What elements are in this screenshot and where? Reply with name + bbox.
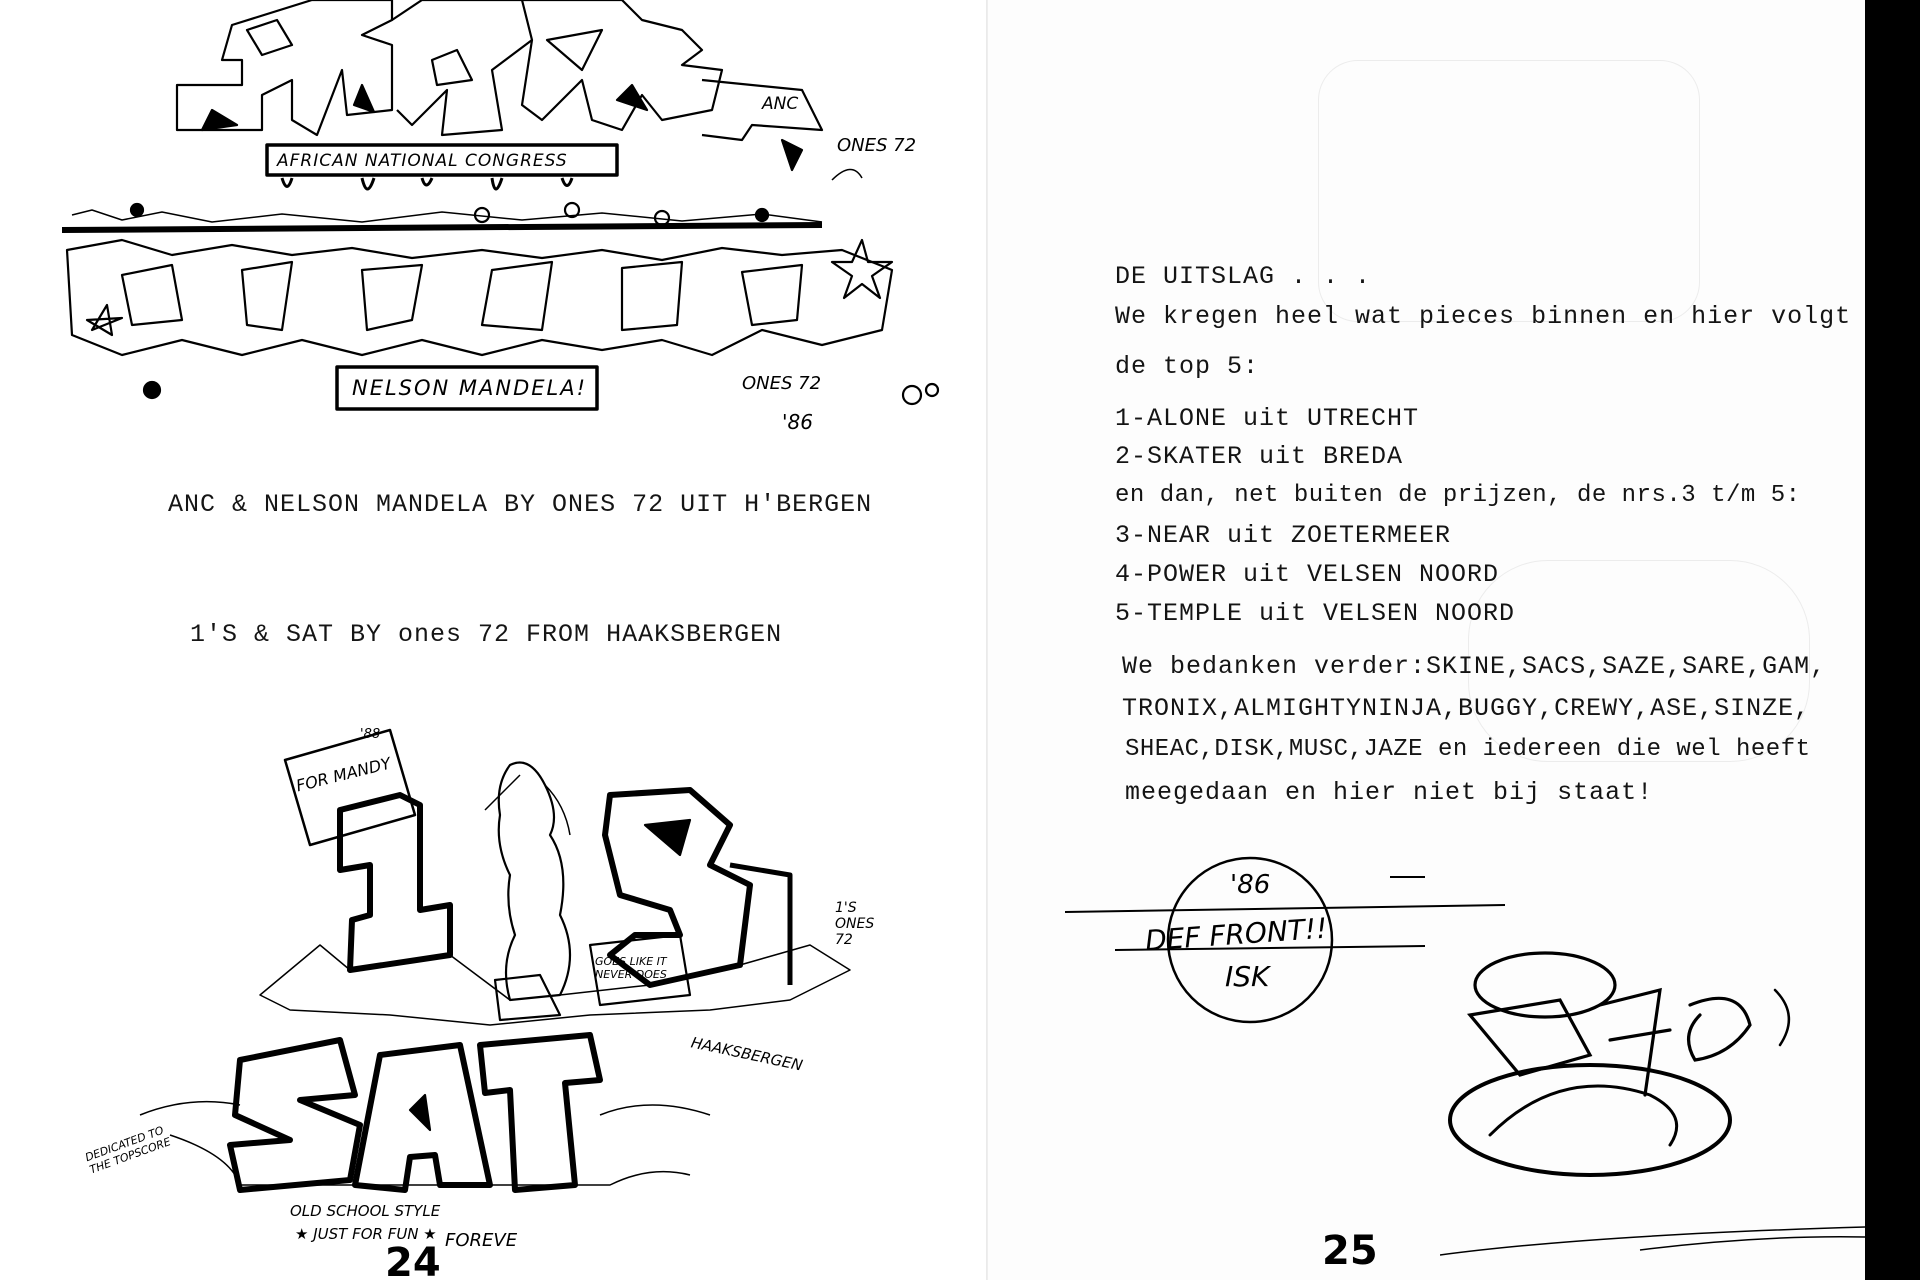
year-tag: '86 — [782, 410, 813, 434]
result-line: 4-POWER uit VELSEN NOORD — [1115, 560, 1500, 589]
anc-mandela-graffiti-art — [62, 0, 952, 445]
side-tag-1s: 1'S ONES 72 — [835, 900, 875, 948]
result-line: 2-SKATER uit BREDA — [1115, 442, 1404, 471]
bottom-sketch-lines — [1440, 1215, 1865, 1265]
result-line: 1-ALONE uit UTRECHT — [1115, 404, 1420, 433]
caption-1s-sat: 1'S & SAT BY ones 72 FROM HAAKSBERGEN — [190, 620, 783, 649]
side-text: DEDICATED TO THE TOPSCORE — [83, 1123, 173, 1177]
page-number-left: 24 — [385, 1240, 441, 1280]
style-line-2: ★ JUST FOR FUN ★ — [295, 1225, 437, 1243]
city-tag: HAAKSBERGEN — [689, 1033, 805, 1075]
result-line: en dan, net buiten de prijzen, de nrs.3 t/m 5: — [1115, 482, 1801, 509]
banner-text: AFRICAN NATIONAL CONGRESS — [277, 151, 568, 171]
result-line: 3-NEAR uit ZOETERMEER — [1115, 521, 1452, 550]
stamp-text: DEF FRONT!! — [1144, 911, 1329, 958]
background-ghost-marks — [1318, 60, 1700, 322]
1s-sat-graffiti-art — [83, 715, 910, 1275]
page-number-right: 25 — [1322, 1228, 1378, 1274]
stamp-initials: ISK — [1225, 960, 1270, 993]
caption-anc-mandela: ANC & NELSON MANDELA BY ONES 72 UIT H'BERGEN — [168, 490, 873, 519]
anc-tag: ANC — [762, 94, 799, 114]
ones-tag-middle: ONES 72 — [742, 373, 822, 394]
box-text: GOES LIKE IT NEVER DOES — [595, 955, 667, 981]
ones-tag-top: ONES 72 — [837, 135, 917, 156]
scan-edge — [1865, 0, 1920, 1280]
thanks-line: SHEAC,DISK,MUSC,JAZE en iedereen die wel heeft — [1125, 736, 1811, 763]
skate-signature — [1440, 945, 1820, 1185]
thanks-line: meegedaan en hier niet bij staat! — [1125, 778, 1654, 807]
thanks-line: We bedanken verder:SKINE,SACS,SAZE,SARE,GAM, — [1122, 652, 1827, 681]
intro-line-1: We kregen heel wat pieces binnen en hier volgt — [1115, 302, 1852, 331]
stamp-year: '86 — [1230, 870, 1271, 900]
thanks-line: TRONIX,ALMIGHTYNINJA,BUGGY,CREWY,ASE,SINZE, — [1122, 694, 1811, 723]
result-line: 5-TEMPLE uit VELSEN NOORD — [1115, 599, 1516, 628]
mandela-label-text: NELSON MANDELA! — [352, 376, 588, 400]
results-heading: DE UITSLAG . . . — [1115, 262, 1372, 291]
style-line-1: OLD SCHOOL STYLE — [290, 1202, 441, 1220]
left-signature: FOREVE — [445, 1230, 518, 1251]
intro-line-2: de top 5: — [1115, 352, 1260, 381]
note-text: FOR MANDY — [294, 753, 393, 796]
note-year: '88 — [360, 727, 381, 742]
